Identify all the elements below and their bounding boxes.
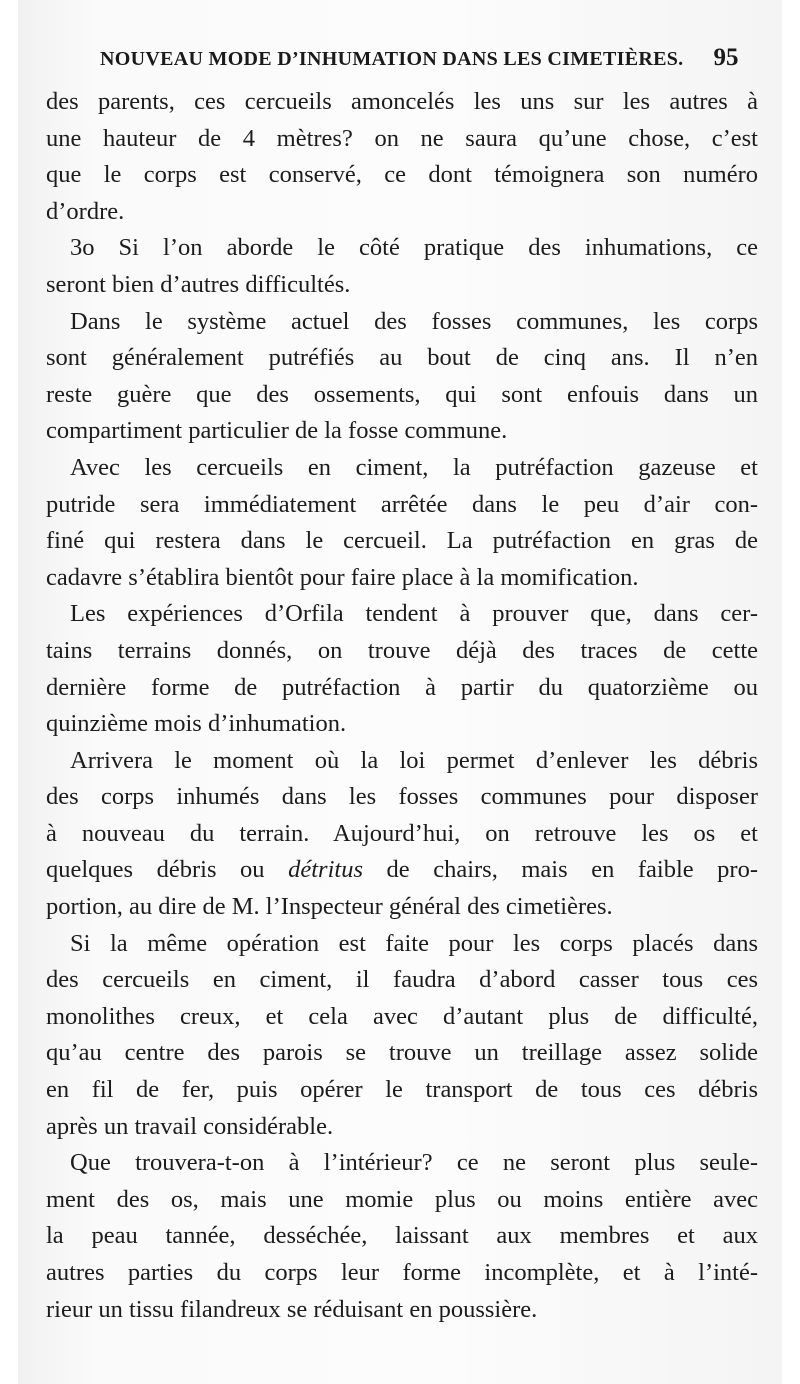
text-line: à nouveau du terrain. Aujourd’hui, on retrouve les os et xyxy=(46,819,758,847)
paragraph xyxy=(46,596,758,742)
page-header xyxy=(100,44,782,74)
running-title: NOUVEAU MODE D’INHUMATION DANS LES CIMETIÈRES. xyxy=(100,48,684,70)
text-line: portion, au dire de M. l’Inspecteur général des cimetières. xyxy=(46,893,613,921)
paragraph xyxy=(46,84,758,230)
text-line: tains terrains donnés, on trouve déjà des traces de cette xyxy=(46,636,758,664)
text-line: dernière forme de putréfaction à partir du quatorzième ou xyxy=(46,673,758,701)
text-line: que le corps est conservé, ce dont témoignera son numéro xyxy=(46,161,758,189)
text-line: Dans le système actuel des fosses communes, les corps xyxy=(70,307,758,335)
text-line: monolithes creux, et cela avec d’autant plus de difficulté, xyxy=(46,1002,758,1030)
paragraph xyxy=(46,926,758,1146)
text-line: Arrivera le moment où la loi permet d’enlever les débris xyxy=(70,746,758,774)
text-line: d’ordre. xyxy=(46,197,125,225)
text-fragment: de chairs, mais en faible pro- xyxy=(362,856,758,884)
text-line: putride sera immédiatement arrêtée dans le peu d’air con- xyxy=(46,490,758,518)
body-text xyxy=(46,84,758,1328)
text-line: après un travail considérable. xyxy=(46,1112,334,1140)
text-line: seront bien d’autres difficultés. xyxy=(46,270,351,298)
text-line: Avec les cercueils en ciment, la putréfaction gazeuse et xyxy=(70,453,758,481)
text-line: compartiment particulier de la fosse commune. xyxy=(46,417,508,445)
text-line: quinzième mois d’inhumation. xyxy=(46,710,347,738)
text-line: 3o Si l’on aborde le côté pratique des inhumations, ce xyxy=(70,234,758,262)
text-line xyxy=(46,852,758,889)
text-line: reste guère que des ossements, qui sont enfouis dans un xyxy=(46,380,758,408)
paragraph xyxy=(46,450,758,596)
paragraph xyxy=(46,230,758,303)
text-line: des cercueils en ciment, il faudra d’abord casser tous ces xyxy=(46,966,758,994)
text-line: des parents, ces cercueils amoncelés les uns sur les autres à xyxy=(46,88,758,115)
text-line: rieur un tissu filandreux se réduisant en poussière. xyxy=(46,1295,538,1323)
paragraph xyxy=(46,743,758,926)
text-line: Que trouvera-t-on à l’intérieur? ce ne seront plus seule- xyxy=(70,1149,758,1177)
text-line: ment des os, mais une momie plus ou moins entière avec xyxy=(46,1185,758,1213)
paragraph xyxy=(46,304,758,450)
text-line: Si la même opération est faite pour les corps placés dans xyxy=(70,929,758,957)
italic-word: détritus xyxy=(288,856,363,884)
text-line: cadavre s’établira bientôt pour faire place à la momification. xyxy=(46,563,639,591)
text-line: des corps inhumés dans les fosses communes pour disposer xyxy=(46,783,758,811)
text-fragment: quelques débris ou xyxy=(46,856,289,884)
text-line: finé qui restera dans le cercueil. La putréfaction en gras de xyxy=(46,527,758,555)
text-line: sont généralement putréfiés au bout de cinq ans. Il n’en xyxy=(46,344,758,372)
page-number: 95 xyxy=(713,44,739,71)
paragraph xyxy=(46,1145,758,1328)
text-line: autres parties du corps leur forme incomplète, et à l’inté- xyxy=(46,1259,758,1286)
text-line: Les expériences d’Orfila tendent à prouver que, dans cer- xyxy=(70,600,758,628)
text-line: la peau tannée, desséchée, laissant aux membres et aux xyxy=(46,1222,758,1250)
book-page xyxy=(18,0,782,1384)
text-line: en fil de fer, puis opérer le transport de tous ces débris xyxy=(46,1076,758,1104)
text-line: qu’au centre des parois se trouve un treillage assez solide xyxy=(46,1039,758,1067)
text-line: une hauteur de 4 mètres? on ne saura qu’une chose, c’est xyxy=(46,124,758,152)
